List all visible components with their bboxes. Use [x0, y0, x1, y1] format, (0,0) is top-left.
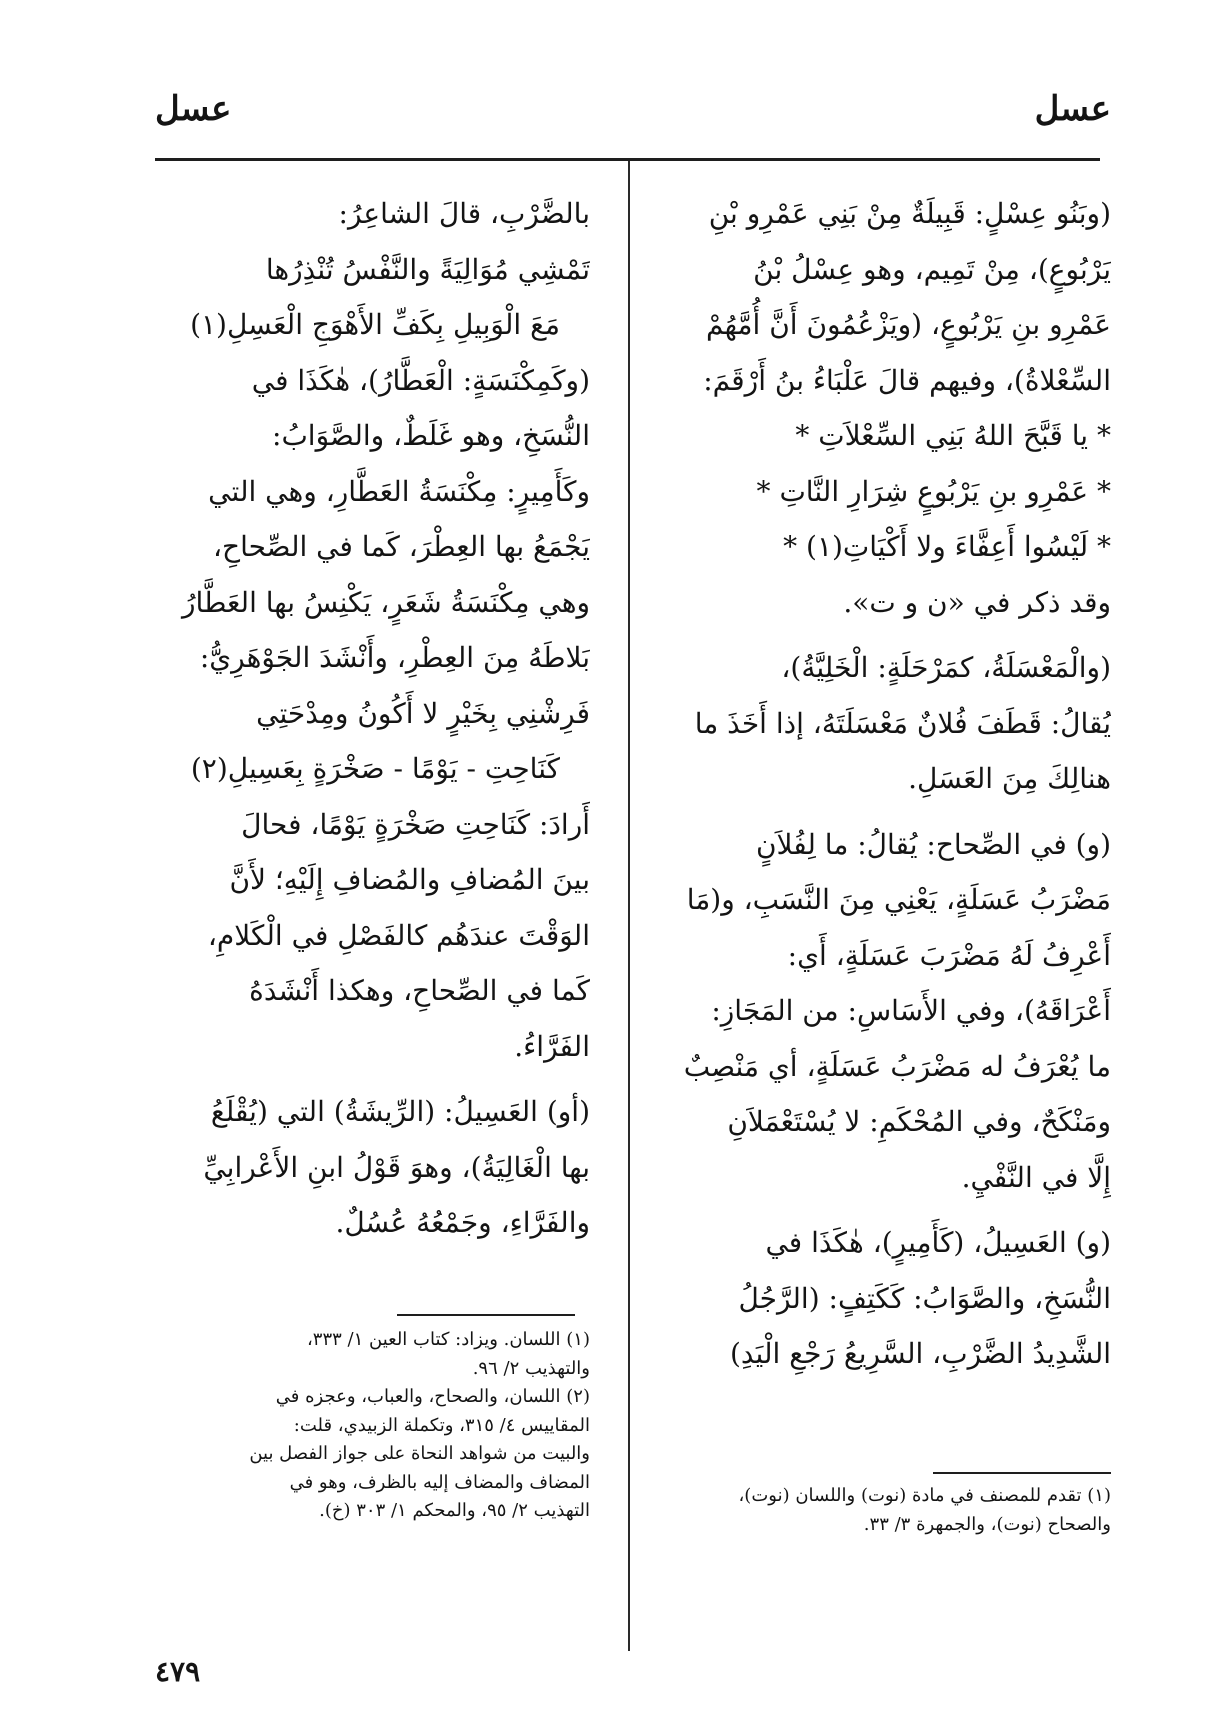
paragraph-gap — [681, 807, 1111, 817]
footnote-line: والتهذيب ٢/ ٩٦. — [472, 1357, 590, 1379]
text-line: أَرادَ: كَنَاحِتِ صَخْرَةٍ يَوْمًا، فحالَ — [241, 807, 590, 841]
text-line: كَما في الصِّحاحِ، وهكذا أَنْشَدَهُ — [249, 974, 590, 1007]
paragraph-gap — [681, 630, 1111, 640]
text-line: مَضْرَبُ عَسَلَةٍ، يَعْنِي مِنَ النَّسَبِ، و(مَا — [686, 883, 1111, 916]
footnote-rule-right — [933, 1472, 1111, 1474]
footnote-line: المقاييس ٤/ ٣١٥، وتكملة الزبيدي، قلت: — [293, 1414, 590, 1436]
footnote-line: المضاف والمضاف إليه بالظرف، وهو في — [289, 1471, 590, 1493]
footnotes-right — [671, 1482, 1111, 1539]
verse-line: * عَمْرِو بنِ يَرْبُوعٍ شِرَارِ النَّاتِ * — [756, 474, 1111, 508]
text-line: يُقالُ: قَطَفَ فُلانٌ مَعْسَلَتَهُ، إذا أَخَذَ ما — [694, 706, 1111, 740]
text-line: (أو) العَسِيلُ: (الرِّيشَةُ) التي (يُقْلَعُ — [210, 1095, 590, 1128]
text-line: (وكَمِكْنَسَةٍ: الْعَطَّارُ)، هٰكَذَا في — [251, 363, 590, 397]
verse-line: كَنَاحِتِ - يَوْمًا - صَخْرَةٍ بِعَسِيلِ(٢) — [190, 752, 560, 785]
verse-line: فَرِشْنِي بِخَيْرٍ لا أَكُونُ ومِدْحَتِي — [256, 696, 590, 730]
text-line: أَعْرِفُ لَهُ مَضْرَبَ عَسَلَةٍ، أَي: — [787, 938, 1111, 972]
left-column — [158, 186, 590, 1251]
text-line: هنالِكَ مِنَ العَسَلِ. — [908, 762, 1111, 795]
text-line: الشَّدِيدُ الضَّرْبِ، السَّرِيعُ رَجْعِ الْيَدِ) — [729, 1337, 1111, 1370]
paragraph-gap — [158, 1074, 590, 1084]
text-line: النُّسَخِ، والصَّوَابُ: كَكَتِفٍ: (الرَّجُلُ — [738, 1281, 1111, 1315]
text-line: الفَرَّاءُ. — [514, 1029, 590, 1063]
text-line: عَمْرِو بنِ يَرْبُوعٍ، (ويَزْعُمُونَ أَنَّ أُمَّهُمْ — [706, 308, 1111, 341]
text-line: والفَرَّاءِ، وجَمْعُهُ عُسُلٌ. — [335, 1206, 590, 1239]
footnote-line: التهذيب ٢/ ٩٥، والمحكم ١/ ٣٠٣ (خ). — [319, 1500, 590, 1521]
text-line: بَلاطَهُ مِنَ العِطْرِ، وأَنْشَدَ الجَوْهَرِيُّ: — [199, 641, 590, 674]
footnote-line: (٢) اللسان، والصحاح، والعباب، وعجزه في — [275, 1386, 590, 1407]
text-line: (و) في الصِّحاح: يُقالُ: ما لِفُلاَنٍ — [755, 827, 1111, 861]
text-line: السِّعْلاةُ)، وفيهم قالَ عَلْبَاءُ بنُ أَرْقَمَ: — [703, 363, 1111, 397]
text-line: ومَنْكَحٌ، وفي المُحْكَمِ: لا يُسْتَعْمَلاَنِ — [727, 1105, 1111, 1138]
text-line: وهي مِكْنَسَةُ شَعَرٍ، يَكْنِسُ بها العَطَّارُ — [182, 585, 590, 619]
footnotes-left — [158, 1326, 590, 1526]
text-line: الوَقْتَ عندَهُم كالفَصْلِ في الْكَلامِ، — [207, 918, 590, 952]
text-line: وكَأَمِيرٍ: مِكْنَسَةُ العَطَّارِ، وهي التي — [208, 474, 590, 508]
footnote-line: والبيت من شواهد النحاة على جواز الفصل بين — [249, 1443, 590, 1464]
text-line: ما يُعْرَفُ له مَضْرَبُ عَسَلَةٍ، أي مَنْصِبٌ — [683, 1049, 1111, 1083]
column-divider — [628, 161, 630, 1651]
text-line: النُّسَخِ، وهو غَلَطٌ، والصَّوَابُ: — [272, 419, 590, 452]
verse-line: * لَيْسُوا أَعِفَّاءَ ولا أَكْيَاتِ(١) * — [783, 530, 1111, 563]
page-number: ٤٧٩ — [155, 1655, 201, 1688]
text-line: بينَ المُضافِ والمُضافِ إِلَيْهِ؛ لأَنَّ — [229, 863, 590, 896]
footnote-rule-left — [397, 1314, 575, 1316]
text-line: يَجْمَعُ بها العِطْرَ، كَما في الصِّحاحِ، — [212, 530, 590, 563]
text-line: إِلَّا في النَّفْيِ. — [961, 1160, 1111, 1194]
footnote-line: (١) تقدم للمصنف في مادة (نوت) واللسان (نوت)، — [738, 1485, 1111, 1506]
footnote-line: والصحاح (نوت)، والجمهرة ٣/ ٣٣. — [863, 1513, 1111, 1535]
right-column — [681, 186, 1111, 1382]
paragraph-gap — [681, 1205, 1111, 1215]
running-header-left: عسل — [155, 89, 232, 129]
verse-line: * يا قَبَّحَ اللهُ بَنِي السِّعْلاَتِ * — [795, 419, 1111, 452]
text-line: بالضَّرْبِ، قالَ الشاعِرُ: — [338, 197, 590, 230]
running-header-right: عسل — [1034, 89, 1111, 129]
text-line: (وبَنُو عِسْلٍ: قَبِيلَةٌ مِنْ بَنِي عَمْرِو بْنِ — [708, 197, 1111, 230]
text-line: (و) العَسِيلُ، (كَأَمِيرٍ)، هٰكَذَا في — [765, 1226, 1111, 1259]
text-line: وقد ذكر في «ن و ت». — [843, 585, 1111, 619]
text-line: يَرْبُوعٍ)، مِنْ تَمِيم، وهو عِسْلُ بْنُ — [753, 252, 1111, 286]
footnote-line: (١) اللسان. ويزاد: كتاب العين ١/ ٣٣٣، — [306, 1329, 590, 1350]
text-line: (والْمَعْسَلَةُ، كمَرْحَلَةٍ: الْخَلِيَّةُ)، — [781, 651, 1111, 684]
verse-line: تَمْشِي مُوَالِيَةً والنَّفْسُ تُنْذِرُها — [265, 252, 590, 286]
text-line: بها الْغَالِيَةُ)، وهوَ قَوْلُ ابنِ الأَعْرابِيِّ — [203, 1150, 590, 1184]
verse-line: مَعَ الْوَبِيلِ بِكَفِّ الأَهْوَجِ الْعَسِلِ(١) — [190, 308, 560, 341]
text-line: أَعْرَاقَهُ)، وفي الأَسَاسِ: من المَجَازِ: — [711, 994, 1111, 1027]
